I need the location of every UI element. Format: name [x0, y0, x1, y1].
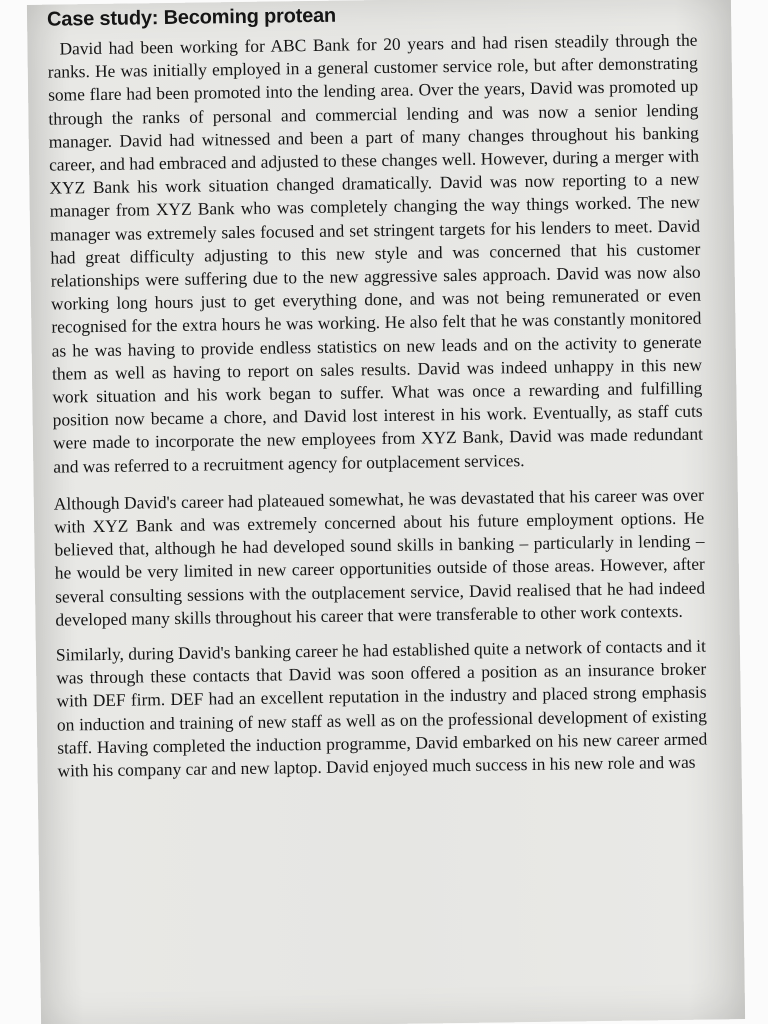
paragraph-1: David had been working for ABC Bank for 20 years and had risen steadily through the ranks. He was initially employed in a general customer service role, but after demonstrating some flare had been promoted into the lending area. Over the years, David was promoted up through the ranks of personal and commercial lending and was now a senior lending manager. David had witnessed and been a part of many changes throughout his banking career, and had embraced and adjusted to these changes well. However, during a merger with XYZ Bank his work situation changed dramatically. David was now reporting to a new manager from XYZ Bank who was completely changing the way things worked. The new manager was extremely sales focused and set stringent targets for his lenders to meet. David had great difficulty adjusting to this new style and was concerned that his customer relationships were suffering due to the new aggressive sales approach. David was now also working long hours just to get everything done, and was not being remunerated or even recognised for the extra hours he was working. He also felt that he was constantly monitored as he was having to provide endless statistics on new leads and on the activity to generate them as well as having to report on sales results. David was indeed unhappy in this new work situation and his work began to suffer. What was once a rewarding and fulfilling position now became a chore, and David lost interest in his work. Eventually, as staff cuts were made to incorporate the new employees from XYZ Bank, David was made redundant and was referred to a recruitment agency for outplacement services. — [47, 29, 704, 477]
case-study — [47, 0, 708, 783]
case-study-title: Case study: Becoming protean — [46, 4, 337, 31]
paragraph-2: Although David's career had plateaued somewhat, he was devastated that his career was over with XYZ Bank and was extremely concerned about his future employment options. He believed that, although he had developed sound skills in banking – particularly in lending – he would be very limited in new career opportunities outside of those areas. However, after several consulting sessions with the outplacement service, David realised that he had indeed developed many skills throughout his career that were transferable to other work contexts. — [53, 484, 706, 630]
scanned-paper — [27, 0, 745, 1024]
paragraph-3: Similarly, during David's banking career he had established quite a network of contacts and it was through these contacts that David was soon offered a position as an insurance broker with DEF firm. DEF had an excellent reputation in the industry and placed strong emphasis on induction and training of new staff as well as on the professional development of existing staff. Having completed the induction programme, David embarked on his new career armed with his company car and new laptop. David enjoyed much success in his new role and was — [55, 635, 708, 781]
